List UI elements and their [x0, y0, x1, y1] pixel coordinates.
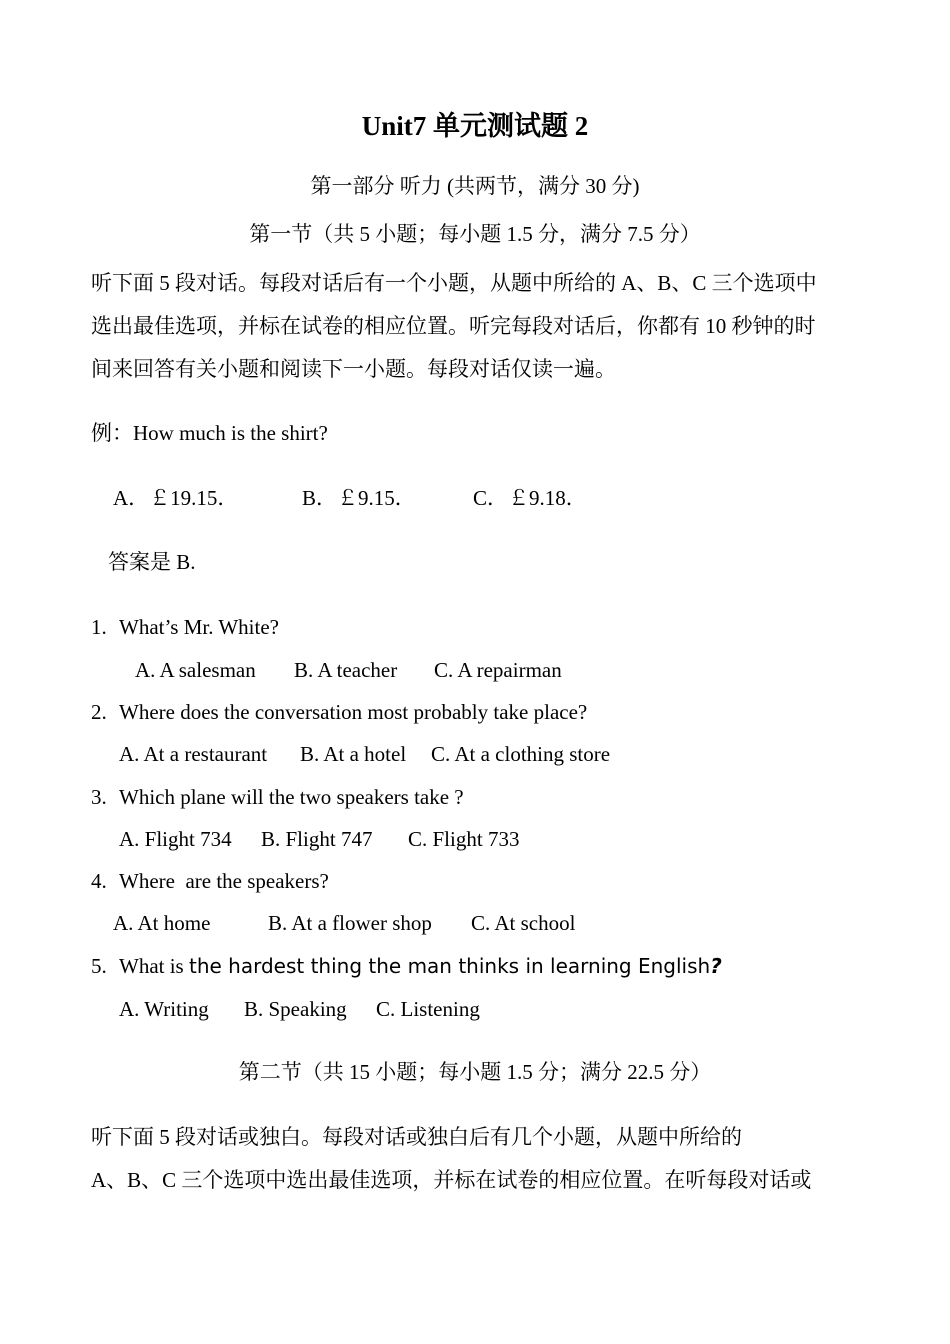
question-option: B. At a hotel	[300, 742, 407, 766]
part1-heading: 第一部分 听力 (共两节，满分 30 分)	[310, 174, 640, 198]
example-option: C．￡9.18．	[473, 486, 587, 510]
question-option: B. At a flower shop	[268, 911, 432, 935]
question-text: Where does the conversation most probably take place?	[119, 700, 588, 724]
page-title: Unit7 单元测试题 2	[361, 111, 589, 141]
section2-heading: 第二节（共 15 小题；每小题 1.5 分；满分 22.5 分）	[238, 1060, 712, 1084]
question-text: Which plane will the two speakers take ?	[119, 785, 464, 809]
question-option: A. At home	[113, 911, 211, 935]
question-option: C. Flight 733	[408, 827, 520, 851]
example-option: B．￡9.15．	[302, 486, 416, 510]
instruction-line: 听下面 5 段对话。每段对话后有一个小题，从题中所给的 A、B、C 三个选项中	[91, 271, 817, 295]
example-answer: 答案是 B.	[108, 550, 196, 574]
instruction-line: 听下面 5 段对话或独白。每段对话或独白后有几个小题，从题中所给的	[91, 1125, 742, 1149]
instruction-line: 选出最佳选项，并标在试卷的相应位置。听完每段对话后，你都有 10 秒钟的时	[91, 314, 816, 338]
question-option: B. A teacher	[294, 658, 398, 682]
section1-heading: 第一节（共 5 小题；每小题 1.5 分，满分 7.5 分）	[249, 222, 701, 246]
question-number: 4.	[91, 869, 107, 893]
question-number: 2.	[91, 700, 107, 724]
example-question: 例：How much is the shirt?	[91, 421, 328, 445]
question-option: C. A repairman	[434, 658, 562, 682]
question-number: 5.	[91, 954, 107, 978]
question-text: Where are the speakers?	[119, 869, 329, 893]
example-option: A．￡19.15．	[113, 486, 239, 510]
question-option: A. A salesman	[135, 658, 256, 682]
question-number: 3.	[91, 785, 107, 809]
question-option: B. Flight 747	[261, 827, 373, 851]
instruction-line: 间来回答有关小题和阅读下一小题。每段对话仅读一遍。	[91, 357, 616, 381]
instruction-line: A、B、C 三个选项中选出最佳选项，并标在试卷的相应位置。在听每段对话或	[91, 1168, 812, 1192]
question-number: 1.	[91, 615, 107, 639]
question-text-prefix: What is	[119, 954, 189, 978]
question-option: A. Flight 734	[119, 827, 232, 851]
question-text-rest: the hardest thing the man thinks in learning English	[188, 954, 711, 978]
question-option: C. At a clothing store	[431, 742, 611, 766]
question-option: C. At school	[471, 911, 576, 935]
question-option: A. At a restaurant	[119, 742, 268, 766]
question-option: A. Writing	[119, 997, 209, 1021]
question-option: B. Speaking	[244, 997, 347, 1021]
question-text	[119, 952, 722, 980]
question-text-end: ?	[710, 954, 722, 978]
question-text: What’s Mr. White?	[119, 615, 279, 639]
question-option: C. Listening	[376, 997, 480, 1021]
